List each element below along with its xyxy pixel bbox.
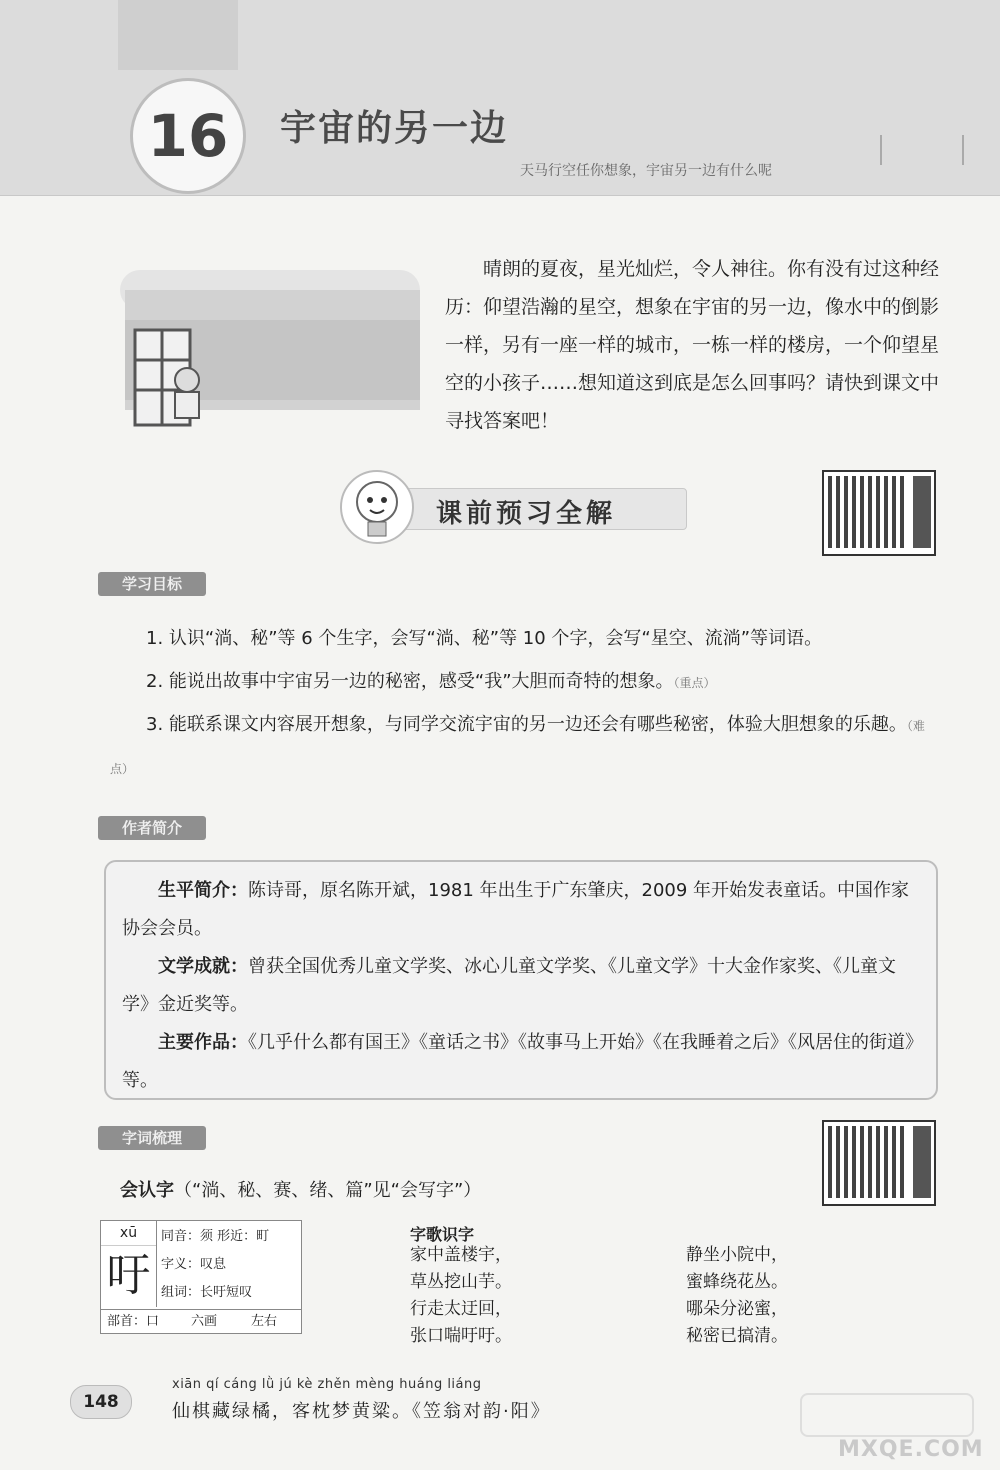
intro-illustration <box>115 260 425 435</box>
author-section-label: 作者简介 <box>98 816 206 840</box>
qr-code-side-label <box>913 476 931 548</box>
footer-idiom: 仙棋藏绿橘，客枕梦黄粱。《笠翁对韵·阳》 <box>172 1401 551 1422</box>
lesson-subtitle: 天马行空任你想象，宇宙另一边有什么呢 <box>520 163 772 179</box>
card-homophone-similar: 同音：须 形近：町 <box>161 1229 270 1244</box>
qr-code-icon-2[interactable] <box>822 1120 936 1206</box>
mascot-icon <box>340 470 414 544</box>
page-number: 148 <box>70 1385 132 1419</box>
song-line: 蜜蜂绕花丛。 <box>686 1272 788 1292</box>
goal-item: 2. 能说出故事中宇宙另一边的秘密，感受“我”大胆而奇特的想象。（重点） <box>146 671 716 692</box>
header-decoration <box>880 135 964 165</box>
goals-list <box>110 618 940 790</box>
card-strokes: 六画 <box>191 1314 218 1329</box>
goal-item: 1. 认识“淌、秘”等 6 个生字，会写“淌、秘”等 10 个字，会写“星空、流淌”等词语。 <box>146 628 823 649</box>
banner-bar <box>395 488 687 530</box>
goals-section-label: 学习目标 <box>98 572 206 596</box>
song-right-column <box>686 1242 788 1350</box>
chars-section-label: 字词梳理 <box>98 1126 206 1150</box>
card-words: 组词：长吁短叹 <box>161 1285 253 1300</box>
intro-paragraph: 晴朗的夏夜，星光灿烂，令人神往。你有没有过这种经历：仰望浩瀚的星空，想象在宇宙的另一边，像水中的倒影一样，另有一座一样的城市，一栋一样的楼房，一个仰望星空的小孩子……想知道这到底是怎么回事吗？请快到课文中寻找答案吧！ <box>445 258 940 432</box>
character-card <box>100 1220 302 1334</box>
card-structure: 左右 <box>251 1314 278 1329</box>
lesson-number: 16 <box>147 102 229 170</box>
lesson-title: 宇宙的另一边 <box>280 108 509 149</box>
song-line: 秘密已搞清。 <box>686 1326 788 1346</box>
card-bottom-row <box>101 1309 301 1334</box>
lesson-number-badge <box>130 78 246 194</box>
song-line: 草丛挖山芋。 <box>410 1272 512 1292</box>
preview-banner <box>340 470 690 540</box>
watermark-logo <box>800 1393 974 1437</box>
banner-title: 课前预习全解 <box>436 499 617 529</box>
author-box <box>104 860 938 1100</box>
song-line: 行走太迂回， <box>410 1299 512 1319</box>
page-footer <box>0 1375 1000 1470</box>
header-tab-shade <box>118 0 238 70</box>
song-line: 静坐小院中， <box>686 1245 788 1265</box>
author-works: 主要作品：《几乎什么都有国王》《童话之书》《故事马上开始》《在我睡着之后》《风居住的街道》等。 <box>122 1032 914 1091</box>
card-meaning: 字义：叹息 <box>161 1257 227 1272</box>
goal-item: 3. 能联系课文内容展开想象，与同学交流宇宙的另一边还会有哪些秘密，体验大胆想象的乐趣。（难点） <box>110 714 925 776</box>
footer-pinyin: xiān qí cáng lǜ jú kè zhěn mèng huáng liáng <box>172 1377 482 1392</box>
qr-code-pattern <box>828 1126 908 1198</box>
card-radical: 部首：口 <box>107 1314 160 1329</box>
song-line: 哪朵分泌蜜， <box>686 1299 788 1319</box>
qr-code-side-label <box>913 1126 931 1198</box>
watermark-text: MXQE.COM <box>838 1437 984 1462</box>
song-left-column <box>410 1242 512 1350</box>
recognize-line: 会认字（“淌、秘、赛、绪、篇”见“会写字”） <box>120 1180 482 1201</box>
qr-code-pattern <box>828 476 908 548</box>
card-character: 吁 <box>101 1245 157 1307</box>
author-bio: 生平简介：陈诗哥，原名陈开斌，1981 年出生于广东肇庆，2009 年开始发表童话。中国作家协会会员。 <box>122 880 910 939</box>
song-line: 家中盖楼宇， <box>410 1245 512 1265</box>
qr-code-icon[interactable] <box>822 470 936 556</box>
song-line: 张口喘吁吁。 <box>410 1326 512 1346</box>
card-pinyin: xū <box>101 1221 157 1246</box>
author-achievements: 文学成就：曾获全国优秀儿童文学奖、冰心儿童文学奖、《儿童文学》十大金作家奖、《儿童文学》金近奖等。 <box>122 956 896 1015</box>
song-title: 字歌识字 <box>410 1225 475 1244</box>
